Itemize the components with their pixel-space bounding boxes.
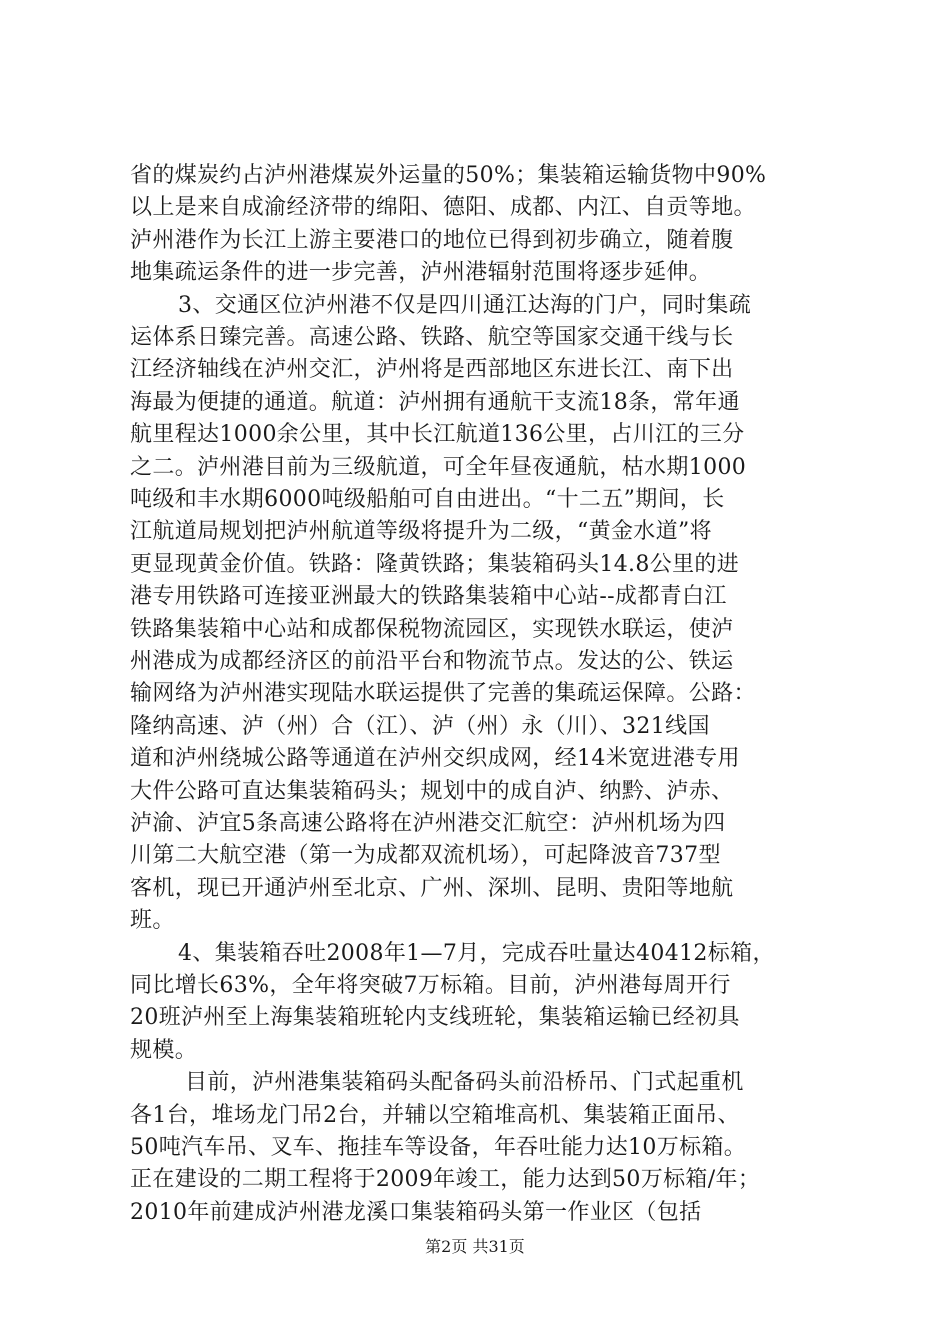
text-line: 同比增长63%，全年将突破7万标箱。目前，泸州港每周开行 xyxy=(130,973,731,998)
text-line: 规模。 xyxy=(130,1037,198,1063)
text-line: 输网络为泸州港实现陆水联运提供了完善的集疏运保障。公路： xyxy=(130,681,756,707)
text-line: 运体系日臻完善。高速公路、铁路、航空等国家交通干线与长 xyxy=(130,325,734,350)
text-line: 江航道局规划把泸州航道等级将提升为二级，“黄金水道”将 xyxy=(130,519,712,545)
text-line: 正在建设的二期工程将于2009年竣工，能力达到50万标箱/年； xyxy=(130,1167,761,1193)
text-line: 泸渝、泸宜5条高速公路将在泸州港交汇航空：泸州机场为四 xyxy=(130,811,726,836)
text-line: 航里程达1000余公里，其中长江航道136公里，占川江的三分 xyxy=(130,422,745,448)
text-line: 4、集装箱吞吐2008年1—7月，完成吞吐量达40412标箱， xyxy=(178,940,775,966)
text-line: 更显现黄金价值。铁路：隆黄铁路；集装箱码头14.8公里的进 xyxy=(130,551,740,577)
text-line: 港专用铁路可连接亚洲最大的铁路集装箱中心站--成都青白江 xyxy=(130,584,727,610)
text-line: 目前，泸州港集装箱码头配备码头前沿桥吊、门式起重机 xyxy=(185,1070,744,1096)
text-line: 地集疏运条件的进一步完善，泸州港辐射范围将逐步延伸。 xyxy=(130,260,712,286)
text-line: 吨级和丰水期6000吨级船舶可自由进出。“十二五”期间，长 xyxy=(130,487,725,512)
text-line: 班。 xyxy=(130,908,175,934)
text-line: 客机，现已开通泸州至北京、广州、深圳、昆明、贵阳等地航 xyxy=(130,875,734,901)
text-line: 以上是来自成渝经济带的绵阳、德阳、成都、内江、自贡等地。 xyxy=(130,195,756,221)
text-line: 之二。泸州港目前为三级航道，可全年昼夜通航，枯水期1000 xyxy=(130,454,747,480)
text-line: 道和泸州绕城公路等通道在泸州交织成网，经14米宽进港专用 xyxy=(130,746,740,772)
text-line: 江经济轴线在泸州交汇，泸州将是西部地区东进长江、南下出 xyxy=(130,357,734,383)
text-line: 各1台，堆场龙门吊2台，并辅以空箱堆高机、集装箱正面吊、 xyxy=(130,1102,740,1128)
text-line: 50吨汽车吊、叉车、拖挂车等设备，年吞吐能力达10万标箱。 xyxy=(130,1135,747,1160)
text-line: 3、交通区位泸州港不仅是四川通江达海的门户，同时集疏 xyxy=(178,292,752,318)
text-line: 隆纳高速、泸（州）合（江）、泸（州）永（川）、321线国 xyxy=(130,713,710,739)
text-line: 川第二大航空港（第一为成都双流机场），可起降波音737型 xyxy=(130,843,721,869)
page-number: 第2页 共31页 xyxy=(425,1237,525,1256)
text-line: 泸州港作为长江上游主要港口的地位已得到初步确立，随着腹 xyxy=(130,227,734,253)
text-line: 州港成为成都经济区的前沿平台和物流节点。发达的公、铁运 xyxy=(130,649,734,674)
text-line: 省的煤炭约占泸州港煤炭外运量的50%；集装箱运输货物中90% xyxy=(130,163,767,188)
text-line: 海最为便捷的通道。航道：泸州拥有通航干支流18条，常年通 xyxy=(130,389,740,415)
text-line: 20班泸州至上海集装箱班轮内支线班轮，集装箱运输已经初具 xyxy=(130,1005,740,1031)
text-line: 大件公路可直达集装箱码头；规划中的成自泸、纳黔、泸赤、 xyxy=(130,778,734,804)
text-line: 铁路集装箱中心站和成都保税物流园区，实现铁水联运，使泸 xyxy=(130,616,734,642)
text-line: 2010年前建成泸州港龙溪口集装箱码头第一作业区（包括 xyxy=(130,1199,702,1225)
